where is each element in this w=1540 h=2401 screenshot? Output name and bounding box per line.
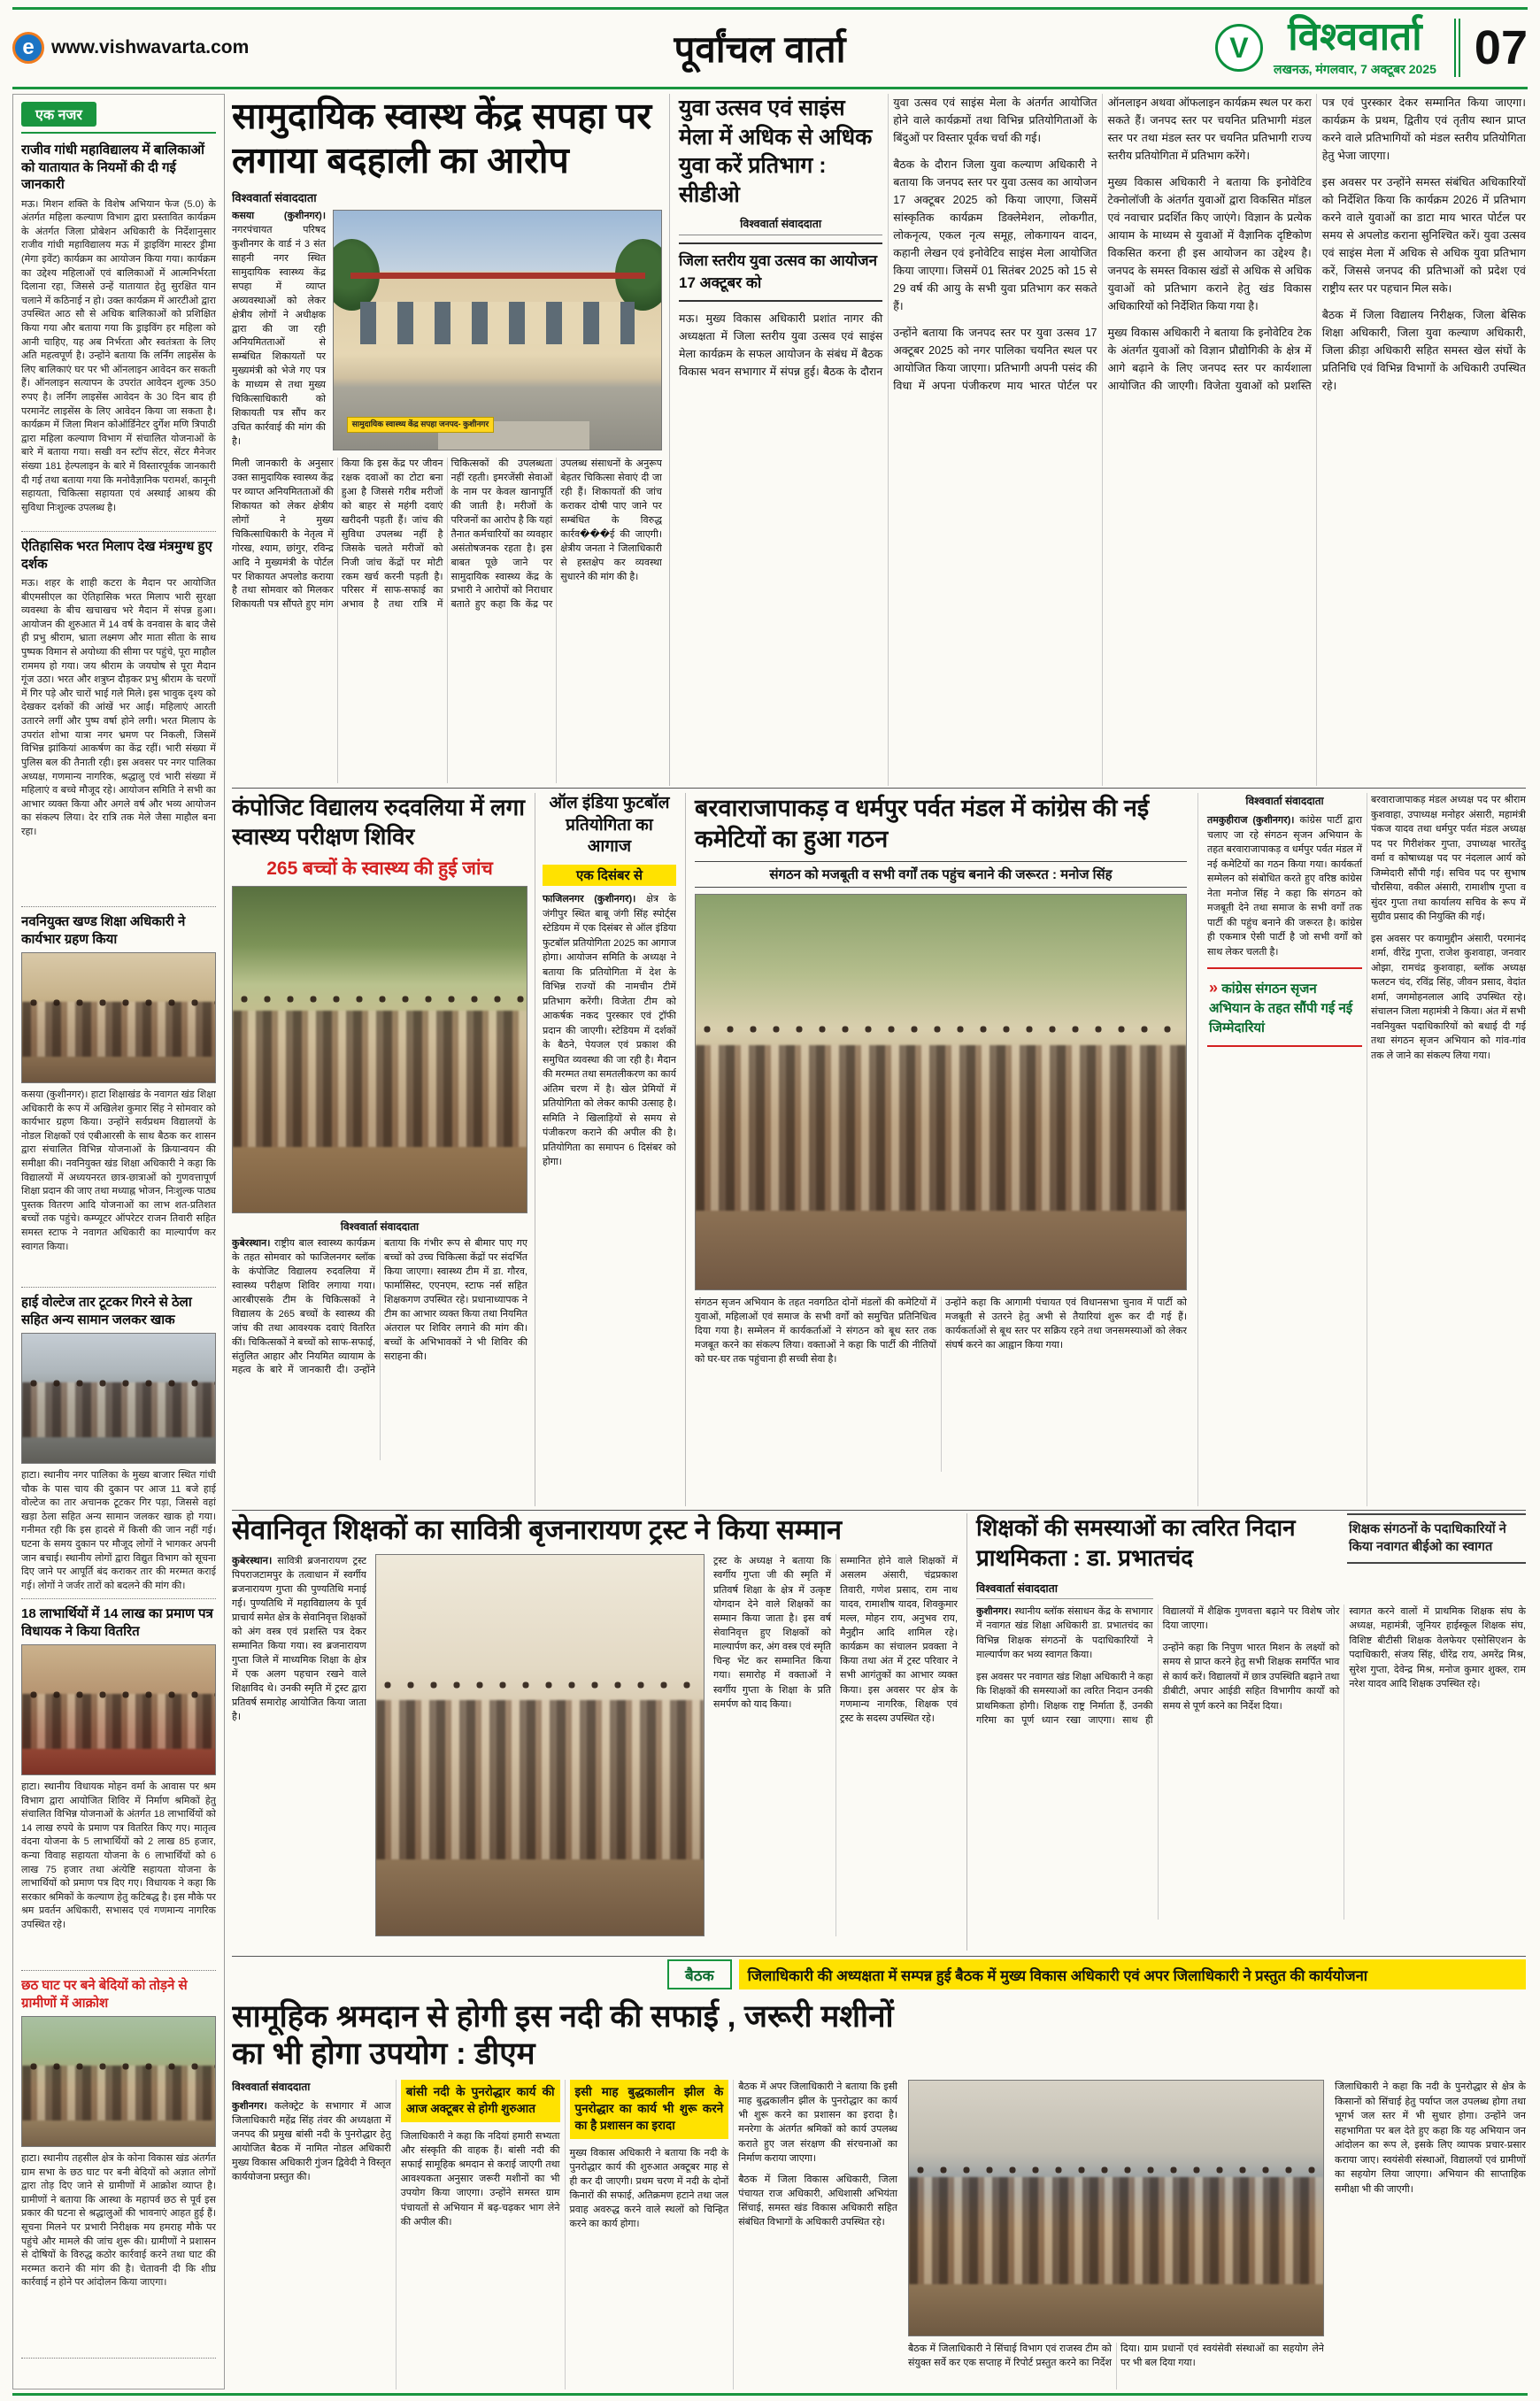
brand-name: विश्ववार्ता: [1288, 15, 1422, 58]
main-body: मिली जानकारी के अनुसार उक्त सामुदायिक स्वास्थ्य केंद्र पर व्याप्त अनियमितताओं की शिकायत को लेकर क्षेत्रीय लोगों ने मुख्य चिकित्साधिकारी के नेतृत्व में गोरख, श्याम, छांगुर, रविन्द्र आदि ने मुख्यमंत्री के पोर्टल पर शिकायत अपलोड कराया है तथा सोमवार को मिलकर शिकायती पत्र सौंपते हुए मांग किया कि इस केंद्र पर जीवन रक्षक दवाओं का टोटा बना हुआ है जिससे गरीब मरीजों को बाहर से महंगी दवाएं खरीदनी पड़ती हैं। जांच की सुविधा उपलब्ध नहीं है जिसके चलते मरीजों को निजी जांच केंद्रों पर मोटी रकम खर्च करनी पड़ती है। परिसर में साफ-सफाई का अभाव है तथा रात्रि में चिकित्सकों की उपलब्धता नहीं रहती। इमरजेंसी सेवाओं के नाम पर केवल खानापूर्ति की जाती है। मरीजों के परिजनों का आरोप है कि यहां तैनात कर्मचारियों का व्यवहार असंतोषजनक रहता है। इस बाबत पूछे जाने पर सामुदायिक स्वास्थ्य केंद्र के प्रभारी ने आरोपों को निराधार बताते हुए कहा कि केंद्र पर उपलब्ध संसाधनों के अनुरूप बेहतर चिकित्सा सेवाएं दी जा रही हैं। शिकायतों की जांच कराकर दोषी पाए जाने पर सम्बंधित के विरुद्ध कार्रव���ई की जाएगी। क्षेत्रीय जनता ने जिलाधिकारी से हस्तक्षेप कर व्यवस्था सुधारने की मांग की है।: [232, 458, 662, 611]
trust-left-column: [232, 1554, 366, 1936]
brand-block: [1215, 15, 1436, 78]
story-body: हाटा। स्थानीय विधायक मोहन वर्मा के आवास पर श्रम विभाग द्वारा आयोजित शिविर में निर्माण श्रमिकों हेतु संचालित विभिन्न योजनाओं के अंतर्गत 18 लाभार्थियों को 14 लाख रुपये के प्रमाण पत्र वितरित किए गए। मातृत्व वंदना योजना के 5 लाभार्थियों को 2 लाख 85 हजार, कन्या विवाह सहायता योजना के 6 लाभार्थियों को 6 लाख 75 हजार तथा अंत्येष्टि सहायता योजना के लाभार्थियों को प्रमाण पत्र दिए गए। विधायक ने कहा कि सरकार श्रमिकों के कल्याण हेतु कटिबद्ध है। इस मौके पर श्रम प्रवर्तन अधिकारी, सभासद एवं गणमान्य नागरिक उपस्थित रहे।: [21, 1782, 216, 1931]
story-title: ऐतिहासिक भरत मिलाप देख मंत्रमुग्ध हुए दर्शक: [21, 539, 212, 572]
cdo-paragraph: उन्होंने बताया कि जनपद स्तर पर युवा उत्सव 17 अक्टूबर 2025 को नगर पालिका चयनित स्थल पर आयोजित किया जाएगा। प्रतिभागी अपनी पसंद की विधा में अपना पंजीकरण माय भारत पोर्टल पर ऑनलाइन अथवा ऑफलाइन कार्यक्रम स्थल पर करा सकते हैं। जनपद स्तर पर चयनित प्रतिभागी मंडल स्तर पर तथा मंडल स्तर पर चयनित प्रतिभागी राज्य स्तरीय प्रतियोगिता में प्रतिभाग करेंगे।: [893, 96, 1312, 392]
trust-ceremony-photo: [375, 1554, 705, 1936]
cdo-paragraph: मुख्य विकास अधिकारी ने बताया कि इनोवेटिव टेक के अंतर्गत युवाओं को विज्ञान प्रौद्योगिकी के क्षेत्र में आगे बढ़ाने के लिए जनपद स्तर पर कार्यशाला आयोजित की जाएगी। विजेता युवाओं को प्रशस्ति पत्र एवं पुरस्कार देकर सम्मानित किया जाएगा। कार्यक्रम के प्रथम, द्वितीय एवं तृतीय स्थान प्राप्त करने वाले प्रतिभागियों को मंडल स्तरीय प्रतियोगिता हेतु भेजा जाएगा।: [1107, 96, 1526, 392]
row-divider-2: [232, 1510, 1526, 1511]
sidebar-label: एक नजर: [21, 102, 96, 127]
cdo-highlight: जिला स्तरीय युवा उत्सव का आयोजन 17 अक्टूबर को: [679, 242, 882, 302]
certificate-distribution-photo: [21, 1644, 216, 1775]
dm-headline: सामूहिक श्रमदान से होगी इस नदी की सफाई , जरूरी मशीनों का भी होगा उपयोग : डीएम: [232, 1999, 894, 2071]
story-body: हाटा। स्थानीय तहसील क्षेत्र के कोना विकास खंड अंतर्गत ग्राम सभा के छठ घाट पर बनी बेदियों को अज्ञात लोगों द्वारा तोड़ दिए जाने से ग्रामीणों में आक्रोश व्याप्त है। ग्रामीणों ने बताया कि आस्था के महापर्व छठ से पूर्व इस प्रकार की घटना से श्रद्धालुओं की भावनाएं आहत हुई हैं। सूचना मिलने पर प्रभारी निरीक्षक मय हमराह मौके पर पहुंचे और मामले की जांच शुरू की। ग्रामीणों ने प्रशासन से दोषियों के विरुद्ध कठोर कार्रवाई करने तथा घाट की मरम्मत कराने की मांग की है। चेतावनी दी कि शीघ्र कार्रवाई न होने पर आंदोलन किया जाएगा।: [21, 2153, 216, 2289]
row-divider-3: [232, 1956, 1526, 1957]
football-headline: ऑल इंडिया फुटबॉल प्रतियोगिता का आगाज: [549, 794, 670, 857]
page-number: 07: [1454, 19, 1528, 77]
site-logo-icon: e: [12, 32, 44, 64]
health-body-text: राष्ट्रीय बाल स्वास्थ्य कार्यक्रम के तहत सोमवार को फाजिलनगर ब्लॉक के कंपोजिट विद्यालय रुदवलिया में स्वास्थ्य परीक्षण शिविर लगाया गया। आरबीएसके टीम के चिकित्सकों ने विद्यालय के 265 बच्चों के स्वास्थ्य की जांच की तथा आवश्यक दवाएं वितरित कीं। चिकित्सकों ने बच्चों को साफ-सफाई, संतुलित आहार और नियमित व्यायाम के महत्व के बारे में जानकारी दी। उन्होंने बताया कि गंभीर रूप से बीमार पाए गए बच्चों को उच्च चिकित्सा केंद्रों पर संदर्भित किया जाएगा। स्वास्थ्य टीम में डा. गौरव, फार्मासिस्ट, एएनएम, स्टाफ नर्स सहित शिक्षकगण उपस्थित रहे। प्रधानाध्यापक ने टीम का आभार व्यक्त किया तथा नियमित अंतराल पर शिविर लगाने की मांग की। बच्चों के अभिभावकों ने भी शिविर की सराहना की।: [232, 1238, 527, 1376]
health-camp-photo: [232, 886, 527, 1213]
trust-honor-story: [232, 1513, 958, 1951]
dm-dateline: कुशीनगर।: [232, 2100, 267, 2112]
football-subhead-highlight: एक दिसंबर से: [543, 865, 676, 886]
congress-headline: बरवाराजापाकड़ व धर्मपुर पर्वत मंडल में कांग्रेस की नई कमेटियों का हुआ गठन: [695, 795, 1150, 853]
story-title: राजीव गांधी महाविद्यालय में बालिकाओं को यातायात के नियमों की दी गई जानकारी: [21, 142, 204, 192]
building-roof-shape: [350, 273, 645, 279]
congress-right-columns: [1197, 793, 1526, 1506]
sidebar-story-traffic: [21, 135, 216, 532]
brand-text: [1273, 15, 1436, 78]
cdo-paragraph: मऊ। मुख्य विकास अधिकारी प्रशांत नागर की अध्यक्षता में जिला स्तरीय युवा उत्सव एवं साइंस मेला कार्यक्रम के सफल आयोजन के संबंध में बैठक विकास भवन सभागार में संपन्न हुई। बैठक के दौरान युवा उत्सव एवं साइंस मेला के अंतर्गत आयोजित होने वाले कार्यक्रमों तथा विभिन्न प्रतियोगिताओं के बिंदुओं पर विस्तार पूर्वक चर्चा की गई।: [679, 96, 1097, 379]
health-dateline: कुबेरस्थान।: [232, 1238, 271, 1249]
trust-paragraph: सम्मानित होने वाले शिक्षकों में असलम अंसारी, चंद्रप्रकाश तिवारी, गणेश प्रसाद, राम नाथ यादव, रामाशीष यादव, शिवकुमार मल्ल, मोहन राय, अनुभव राय, मैनुद्दीन आदि शामिल रहे। कार्यक्रम का संचालन प्रवक्ता ने किया तथा अंत में ट्रस्ट परिवार ने सभी आगंतुकों का आभार व्यक्त किया। इस अवसर पर क्षेत्र के गणमान्य नागरिक, शिक्षक एवं ट्रस्ट के सदस्य उपस्थित रहे।: [840, 1556, 958, 1724]
health-camp-story: [232, 793, 527, 1506]
building-windows-shape: [360, 302, 635, 345]
sidebar-story-chhath-ghat: [21, 1971, 216, 2359]
teachers-header-row: [976, 1513, 1526, 1574]
cdo-paragraph: बैठक में जिला विद्यालय निरीक्षक, जिला बेसिक शिक्षा अधिकारी, जिला युवा कल्याण अधिकारी, जिला क्रीड़ा अधिकारी सहित समस्त खेल संघों के प्रतिनिधि एवं विभिन्न विभागों के अधिकारी उपस्थित रहे।: [1321, 309, 1526, 392]
football-body: [543, 892, 676, 1170]
section-title: पूर्वांचल वार्ता: [674, 27, 846, 70]
teachers-paragraph: इस अवसर पर नवागत खंड शिक्षा अधिकारी ने कहा कि शिक्षकों की समस्याओं का त्वरित निदान उनकी प्राथमिकता होगी। शिक्षक राष्ट्र निर्माता हैं, उनकी गरिमा का पूर्ण ध्यान रखा जाएगा। साथ ही विद्यालयों में शैक्षिक गुणवत्ता बढ़ाने पर विशेष जोर दिया जाएगा।: [976, 1605, 1340, 1727]
health-byline-row: [232, 1219, 527, 1234]
cdo-youth-festival-story: [669, 94, 1526, 786]
dm-paragraph: कलेक्ट्रेट के सभागार में आज जिलाधिकारी महेंद्र सिंह तंवर की अध्यक्षता में जनपद की प्रमुख बांसी नदी के पुनरोद्धार हेतु आयोजित बैठक में नामित नोडल अधिकारी मुख्य विकास अधिकारी गुंजन द्विवेदी ने विस्तृत कार्ययोजना प्रस्तुत की।: [232, 2100, 391, 2183]
football-body-text: क्षेत्र के जंगीपुर स्थित बाबू जंगी सिंह स्पोर्ट्स स्टेडियम में एक दिसंबर से ऑल इंडिया फुटबॉल प्रतियोगिता 2025 का आगाज होगा। आयोजन समिति के अध्यक्ष ने बताया कि प्रतियोगिता में देश के विभिन्न राज्यों की नामचीन टीमें प्रतिभाग करेंगी। विजेता टीम को आकर्षक नकद पुरस्कार एवं ट्रॉफी प्रदान की जाएगी। स्टेडियम में दर्शकों के बैठने, पेयजल एवं प्रकाश की समुचित व्यवस्था की जा रही है। मैदान की मरम्मत तथा समतलीकरण का कार्य अंतिम चरण में है। खेल प्रेमियों में प्रतियोगिता को लेकर काफी उत्साह है। समिति ने खिलाड़ियों से समय से पंजीकरण कराने की अपील की है। प्रतियोगिता का समापन 6 दिसंबर को होगा।: [543, 894, 676, 1168]
dm-meeting-photo: [908, 2080, 1324, 2336]
congress-pullquote: [1207, 967, 1362, 1047]
congress-meeting-photo: [695, 894, 1187, 1290]
teachers-paragraph: उन्होंने कहा कि निपुण भारत मिशन के लक्ष्यों को समय से प्राप्त करने हेतु सभी शिक्षक समर्पित भाव से कार्य करें। विद्यालयों में छात्र उपस्थिति बढ़ाने तथा डीबीटी, अपार आईडी सहित विभागीय कार्यों को समय से पूर्ण करने का निर्देश दिया।: [1162, 1642, 1340, 1712]
story-title: नवनियुक्त खण्ड शिक्षा अधिकारी ने कार्यभार ग्रहण किया: [21, 914, 186, 947]
dm-paragraph: मुख्य विकास अधिकारी ने बताया कि नदी के पुनरोद्धार कार्य की शुरुआत अक्टूबर माह से ही कर दी जाएगी। प्रथम चरण में नदी के दोनों किनारों की सफाई, अतिक्रमण हटाने तथा जल प्रवाह अवरुद्ध करने वाले स्थलों को चिन्हित करने का कार्य होगा।: [569, 2147, 729, 2230]
teachers-byline: विश्ववार्ता संवाददाता: [976, 1581, 1153, 1599]
trust-colA-text: सावित्री ब्रजनारायण ट्रस्ट पिपराजटामपुर के तत्वाधान में स्वर्गीय ब्रजनारायण गुप्ता की पुण्यतिथि मनाई गई। पुण्यतिथि में महाविद्यालय के पूर्व प्राचार्य समेत क्षेत्र के सेवानिवृत्त शिक्षकों को अंग वस्त्र एवं प्रशस्ति पत्र देकर सम्मानित किया गया। स्व ब्रजनारायण गुप्ता जिले में माध्यमिक शिक्षा के क्षेत्र में एक अलग पहचान रखने वाले शिक्षाविद थे। उनकी स्मृति में ट्रस्ट द्वारा प्रतिवर्ष समारोह आयोजित किया जाता है।: [232, 1556, 366, 1722]
story-title: हाई वोल्टेज तार टूटकर गिरने से ठेला सहित अन्य सामान जलकर खाक: [21, 1295, 192, 1327]
congress-lead: संगठन सृजन अभियान के तहत नवगठित दोनों मंडलों की कमेटियों में युवाओं, महिलाओं एवं समाज के सभी वर्गों को समुचित प्रतिनिधित्व दिया गया है। सम्मेलन में कार्यकर्ताओं ने संगठन को बूथ स्तर तक मजबूत करने का संकल्प लिया। वक्ताओं ने कहा कि पार्टी की नीतियों को घर-घर तक पहुंचाना ही सच्ची सेवा है।: [695, 1297, 936, 1365]
health-headline: कंपोजिट विद्यालय रुदवलिया में लगा स्वास्थ्य परीक्षण शिविर: [232, 794, 526, 850]
main-lead: [232, 210, 326, 450]
ek-nazar-sidebar: [12, 94, 225, 2389]
story-body: हाटा। स्थानीय नगर पालिका के मुख्य बाजार स्थित गांधी चौक के पास चाय की दुकान पर आज 11 बजे हाई वोल्टेज का तार अचानक टूटकर गिर पड़ा, जिससे वहां खड़ा ठेला सहित अन्य सामान जलकर खाक हो गया। गनीमत रही कि इस हादसे में किसी की जान नहीं गई। घटना के समय दुकान पर मौजूद लोगों ने भागकर अपनी जान बचाई। स्थानीय लोगों द्वारा विद्युत विभाग को सूचना दिए जाने पर आपूर्ति बंद कराकर तार की मरम्मत कराई गई। लोगों ने जर्जर तारों को बदलने की मांग की।: [21, 1470, 216, 1591]
main-story-health-center: [232, 94, 662, 786]
teachers-paragraph: स्थानीय ब्लॉक संसाधन केंद्र के सभागार में नवागत खंड शिक्षा अधिकारी डा. प्रभातचंद का विभिन्न शिक्षक संगठनों के पदाधिकारियों ने माल्यार्पण कर भव्य स्वागत किया।: [976, 1605, 1153, 1661]
burnt-cart-photo: [21, 1333, 216, 1464]
congress-below-photo-text: [695, 1297, 1187, 1472]
sidebar-story-high-voltage: [21, 1288, 216, 1599]
sidebar-label-rule: [21, 132, 216, 134]
dm-paragraph: बैठक में जिला विकास अधिकारी, जिला पंचायत राज अधिकारी, अधिशासी अभियंता सिंचाई, समस्त खंड विकास अधिकारी सहित संबंधित विभागों के अधिकारी उपस्थित रहे।: [738, 2174, 897, 2228]
main-dateline: कसया (कुशीनगर)।: [232, 211, 326, 222]
teachers-dateline: कुशीनगर।: [976, 1605, 1012, 1617]
dm-paragraph: बैठक में अपर जिलाधिकारी ने बताया कि इसी माह बुद्धकालीन झील के पुनरोद्धार का कार्य भी शुरू करने का प्रशासन का इरादा है। मनरेगा के अंतर्गत श्रमिकों को कार्य उपलब्ध कराते हुए जल संरक्षण की संरचनाओं का निर्माण कराया जाएगा।: [738, 2082, 897, 2164]
pullquote-text: कांग्रेस संगठन सृजन अभियान के तहत सौंपी गई नई जिम्मेदारियां: [1209, 981, 1353, 1035]
trust-row: [232, 1554, 958, 1936]
dm-content-row: [232, 2080, 1526, 2389]
sidebar-story-certificates: [21, 1599, 216, 1971]
edition-line: लखनऊ, मंगलवार, 7 अक्टूबर 2025: [1273, 62, 1436, 76]
dm-strap-row: [667, 1959, 1526, 1989]
beo-charge-photo: [21, 952, 216, 1083]
trust-dateline: कुबेरस्थान।: [232, 1556, 273, 1567]
teachers-headline: शिक्षकों की समस्याओं का त्वरित निदान प्राथमिकता : डा. प्रभातचंद: [976, 1514, 1296, 1571]
teachers-body: [976, 1605, 1526, 1920]
website-block: [12, 32, 304, 64]
cdo-paragraph: बैठक के दौरान जिला युवा कल्याण अधिकारी ने बताया कि जनपद स्तर पर युवा उत्सव का आयोजन 17 अक्टूबर 2025 को किया जाएगा, जिसमें सांस्कृतिक कार्यक्रम डिक्लेमेशन, लोकगीत, लोकनृत्य, एकल नृत्य समूह, लोकगायन वादन, कहानी लेखन एवं इनोवेटिव साइंस मेला आयोजित किया जाएगा। जिसमें 01 सितंबर 2025 को 15 से 29 वर्ष की आयु के सभी युवा प्रतिभाग कर सकते हैं।: [893, 158, 1097, 312]
masthead: [12, 11, 1528, 85]
story-body: मऊ। मिशन शक्ति के विशेष अभियान फेज (5.0) के अंतर्गत महिला कल्याण विभाग द्वारा प्रस्तावित कार्यक्रम के अंतर्गत जिला प्रोबेशन अधिकारी के निर्देशानुसार राजीव गांधी महाविद्यालय मऊ में ड्राइविंग मास्टर ड्रीमा (मेगा इवेंट) कार्यक्रम का आयोजन किया गया। कार्यक्रम का उद्देश्य महिलाओं एवं बालिकाओं में आत्मनिर्भरता दिलाना रहा, जिससे उन्हें यातायात हेतु सुरक्षित यान चलाने में कठिनाई न हो। उक्त कार्यक्रम में आरटीओ द्वारा उपस्थित आठ सौ से अधिक बालिकाओं को प्रशिक्षित किया गया और बताया गया कि ड्राइविंग हर महिला को आनी चाहिए, यह अब निर्भरता और स्वतंत्रता के लिए अति महत्वपूर्ण है। उन्होंने बताया कि लर्निंग लाइसेंस के लिए बालिकाएं घर पर भी ऑनलाइन आवेदन कर सकती हैं। ऑनलाइन सत्यापन के उपरांत आवेदन शुल्क 350 रुपए है। लर्निंग लाइसेंस आवेदन के 30 दिन बाद ही परमानेंट लाइसेंस के लिए आवेदन किया जा सकता है। कार्यक्रम में जिला मिशन कोऑर्डिनेटर दुर्गेश मणि त्रिपाठी द्वारा महिला कल्याण विभाग में संचालित योजनाओं के बारे में बताया गया। सखी वन स्टॉप सेंटर, सेंटर मैनेजर संख्या 181 हेल्पलाइन के बारे में विस्तारपूर्वक जानकारी दी गई तथा बताया गया कि मनोवैज्ञानिक परामर्श, कानूनी सहायता, चिकित्सा सहायता एवं अस्थाई आश्रय की सुविधा निःशुल्क उपलब्ध है।: [21, 198, 216, 513]
brand-logo-icon: V: [1215, 24, 1263, 72]
row-divider-1: [232, 788, 1526, 789]
dm-left-columns: [232, 2080, 897, 2389]
sidebar-story-bharat-milap: [21, 532, 216, 907]
football-dateline: फाजिलनगर (कुशीनगर)।: [543, 894, 636, 905]
congress-lead2: उन्होंने कहा कि आगामी पंचायत एवं विधानसभा चुनाव में पार्टी को मजबूती से उतरने हेतु अभी से तैयारियां शुरू कर दी गई हैं। कार्यकर्ताओं से बूथ स्तर पर सक्रिय रहने तथा जनसमस्याओं को लेकर संघर्ष करने का आह्वान किया गया।: [945, 1297, 1187, 1351]
main-lead-text: नगरपंचायत परिषद कुशीनगर के वार्ड नं 3 संत साहनी नगर स्थित सामुदायिक स्वास्थ्य केंद्र सपहा में व्याप्त अव्यवस्थाओं को लेकर क्षेत्रीय लोगों ने अधीक्षक द्वारा की जा रही अनियमितताओं से सम्बंधित शिकायतों पर मुख्यमंत्री को भेजे गए पत्र के माध्यम से तथा मुख्य चिकित्साधिकारी को शिकायती पत्र सौंप कर उचित कार्रवाई की मांग की है।: [232, 224, 326, 448]
dm-yellow-strap: जिलाधिकारी की अध्यक्षता में सम्पन्न हुई बैठक में मुख्य विकास अधिकारी एवं अपर जिलाधिकारी ने प्रस्तुत की कार्ययोजना: [739, 1959, 1526, 1989]
congress-paragraph: बरवाराजापाकड़ मंडल अध्यक्ष पद पर श्रीराम कुशवाहा, उपाध्यक्ष मनोहर अंसारी, महामंत्री पंकज यादव तथा धर्मपुर पर्वत मंडल अध्यक्ष पद पर गिरीशंकर गुप्ता, उपाध्यक्ष भारतेंदु वर्मा व कोषाध्यक्ष पद पर नंदलाल आर्य को जिम्मेदारी सौंपी गई। सचिव पद पर सुभाष चौरसिया, वकील अंसारी, रामाशीष गुप्ता व सुंदर गुप्ता तथा कार्यालय सचिव के रूप में सुग्रीव प्रसाद की नियुक्ति की गई।: [1371, 795, 1526, 922]
top-rule: [12, 7, 1528, 10]
header-bottom-rule: [12, 87, 1528, 89]
story-title: 18 लाभार्थियों में 14 लाख का प्रमाण पत्र विधायक ने किया वितरित: [21, 1606, 213, 1639]
health-byline: विश्ववार्ता संवाददाता: [340, 1220, 420, 1233]
dm-river-cleaning-story: [232, 1959, 1526, 2389]
congress-dateline: तमकुहीराज (कुशीनगर)।: [1207, 815, 1295, 826]
pullquote-marker-icon: »: [1209, 979, 1219, 997]
trust-paragraph: ट्रस्ट के अध्यक्ष ने बताया कि स्वर्गीय गुप्ता जी की स्मृति में प्रतिवर्ष शिक्षा के क्षेत्र में उत्कृष्ट योगदान देने वाले शिक्षकों का सम्मान किया जाता है। इस वर्ष सेवानिवृत्त हुए शिक्षकों को माल्यार्पण कर, अंग वस्त्र एवं स्मृति चिन्ह भेंट कर सम्मानित किया गया। समारोह में वक्ताओं ने स्वर्गीय गुप्ता के शिक्षा के प्रति समर्पण को याद किया।: [713, 1556, 831, 1710]
chhath-ghat-photo: [21, 2016, 216, 2147]
congress-left-block: [695, 793, 1187, 1506]
dm-paragraph: जिलाधिकारी ने कहा कि नदियां हमारी सभ्यता और संस्कृति की वाहक हैं। बांसी नदी की सफाई सामूहिक श्रमदान से कराई जाएगी तथा आवश्यकता अनुसार जरूरी मशीनों का भी उपयोग किया जाएगा। उन्होंने समस्त ग्राम पंचायतों से अभियान में बढ़-चढ़कर भाग लेने की अपील की।: [400, 2130, 560, 2228]
website-url: www.vishwavarta.com: [51, 37, 250, 58]
dm-bullet-2: इसी माह बुद्धकालीन झील के पुनरोद्धार का कार्य भी शुरू करने का है प्रशासन का इरादा: [570, 2080, 729, 2139]
dm-byline: विश्ववार्ता संवाददाता: [232, 2081, 311, 2093]
main-byline: विश्ववार्ता संवाददाता: [232, 191, 317, 205]
story-title: छठ घाट पर बने बेदियों को तोड़ने से ग्रामीणों में आक्रोश: [21, 1978, 188, 2011]
congress-paragraph: इस अवसर पर कयामुद्दीन अंसारी, परमानंद शर्मा, वीरेंद्र गुप्ता, राजेश कुशवाहा, जनवार ओझा, रामचंद्र कुशवाहा, ब्लॉक अध्यक्ष फलटन चंद, रविंद्र सिंह, जीवन प्रसाद, वेदांत शर्मा, जगमोहनलाल आदि उपस्थित रहे। संचालन जिला महामंत्री ने किया। अंत में सभी नवनियुक्त पदाधिकारियों को बधाई दी गई तथा संगठन सृजन अभियान को गांव-गांव तक ले जाने का संकल्प लिया गया।: [1371, 933, 1526, 1061]
congress-subhead: संगठन को मजबूती व सभी वर्गों तक पहुंच बनाने की जरूरत : मनोज सिंह: [695, 861, 1187, 888]
congress-committees-story: [685, 793, 1526, 1506]
cdo-paragraph: इस अवसर पर उन्होंने समस्त संबंधित अधिकारियों को निर्देशित किया कि कार्यक्रम 2026 में प्रतिभाग करने वाले युवाओं का डाटा माय भारत पोर्टल पर समय से अपलोड कराना सुनिश्चित करें। युवा उत्सव एवं साइंस मेला में अधिक से अधिक युवा प्रतिभाग करें, जिससे जनपद की प्रतिभाओं को प्रदेश एवं राष्ट्रीय स्तर पर पहचान मिल सके।: [1321, 176, 1526, 295]
dm-bullet-1: बांसी नदी के पुनरोद्धार कार्य की आज अक्टूबर से होगी शुरुआत: [401, 2080, 560, 2122]
cdo-headline: युवा उत्सव एवं साइंस मेला में अधिक से अधिक युवा करें प्रतिभाग : सीडीओ: [679, 96, 873, 207]
bottom-rule: [12, 2393, 1528, 2396]
main-story-top: [232, 210, 662, 450]
dm-right-column: जिलाधिकारी ने कहा कि नदी के पुनरोद्धार से क्षेत्र के किसानों को सिंचाई हेतु पर्याप्त जल उपलब्ध होगा तथा भूगर्भ जल स्तर में भी सुधार होगा। उन्होंने जन सहभागिता पर बल देते हुए कहा कि यह अभियान जन आंदोलन का रूप ले, इसके लिए व्यापक प्रचार-प्रसार कराया जाए। स्वयंसेवी संस्थाओं, विद्यालयों एवं ग्रामीणों का सहयोग लिया जाएगा। अभियान की साप्ताहिक समीक्षा भी की जाएगी।: [1335, 2082, 1526, 2195]
dm-under-photo-text: बैठक में जिलाधिकारी ने सिंचाई विभाग एवं राजस्व टीम को संयुक्त सर्वे कर एक सप्ताह में रिपोर्ट प्रस्तुत करने का निर्देश दिया। ग्राम प्रधानों एवं स्वयंसेवी संस्थाओं का सहयोग लेने पर भी बल दिया गया।: [908, 2343, 1324, 2368]
trust-headline: सेवानिवृत शिक्षकों का सावित्री बृजनारायण ट्रस्ट ने किया सम्मान: [232, 1514, 843, 1545]
health-subhead: 265 बच्चों के स्वास्थ्य की हुई जांच: [266, 858, 493, 879]
cdo-paragraph: मुख्य विकास अधिकारी ने बताया कि इनोवेटिव टेक्नोलॉजी के अंतर्गत युवाओं द्वारा विकसित मॉडल एवं नवाचार प्रदर्शित किए जाएंगे। विज्ञान के प्रत्येक आयाम के माध्यम से युवाओं में वैज्ञानिक दृष्टिकोण विकसित करना ही इस आयोजन का उद्देश्य है। जनपद के समस्त विकास खंडों से अधिक से अधिक युवाओं को प्रतिभाग कराने हेतु खंड विकास अधिकारियों को निर्देशित किया गया है।: [1107, 176, 1312, 312]
health-center-photo: [333, 210, 662, 450]
teachers-beo-story: [966, 1513, 1526, 1951]
sidebar-story-beo-charge: [21, 907, 216, 1288]
dm-photo-block: [908, 2080, 1324, 2389]
trust-right-columns: [713, 1554, 958, 1936]
main-headline: सामुदायिक स्वास्थ केंद्र सपहा पर लगाया बदहाली का आरोप: [232, 96, 652, 181]
health-body: [232, 1237, 527, 1460]
congress-paragraph: कांग्रेस पार्टी द्वारा चलाए जा रहे संगठन सृजन अभियान के तहत बरवाराजापाकड़ व धर्मपुर पर्वत मंडल में नई कमेटियों का गठन किया गया। कार्यकर्ता सम्मेलन को संबोधित करते हुए वरिष्ठ कांग्रेस नेता मनोज सिंह ने कहा कि संगठन को मजबूती देने तथा समाज के सभी वर्गों तक पार्टी की पहुंच बनाने की जरूरत है। कांग्रेस ही एकमात्र ऐसी पार्टी है जो सभी वर्गों को साथ लेकर चलती है।: [1207, 815, 1362, 958]
story-body: कसया (कुशीनगर)। हाटा शिक्षाखंड के नवागत खंड शिक्षा अधिकारी के रूप में अखिलेश कुमार सिंह ने सोमवार को कार्यभार ग्रहण किया। उन्होंने सर्वप्रथम विद्यालयों के नोडल शिक्षकों एवं एबीआरसी के साथ बैठक कर शासन द्वारा संचालित विभिन्न योजनाओं के क्रियान्वयन की समीक्षा की। नवनियुक्त खंड शिक्षा अधिकारी ने कहा कि विद्यालयों में अध्ययनरत छात्र-छात्राओं को गुणवत्तापूर्ण शिक्षा प्रदान की जाए तथा मध्याह्न भोजन, निःशुल्क पाठ्य पुस्तक वितरण आदि योजनाओं का लाभ शत-प्रतिशत बच्चों तक पहुंचे। कम्प्यूटर ऑपरेटर राजन तिवारी सहित समस्त स्टाफ ने नवागत अधिकारी का माल्यार्पण कर स्वागत किया।: [21, 1089, 216, 1252]
congress-byline: विश्ववार्ता संवाददाता: [1245, 795, 1324, 807]
football-story: [535, 793, 676, 1506]
photo-signboard: सामुदायिक स्वास्थ्य केंद्र सपहा जनपद- कुशीनगर: [347, 417, 494, 433]
teachers-paragraph: स्वागत करने वालों में प्राथमिक शिक्षक संघ के अध्यक्ष, महामंत्री, जूनियर हाईस्कूल शिक्षक संघ, विशिष्ट बीटीसी शिक्षक वेलफेयर एसोसिएशन के पदाधिकारी, संजय सिंह, धीरेंद्र राय, अमरेंद्र मिश्र, सुरेश गुप्ता, देवेन्द्र मिश्र, मनोज कुमार शुक्ल, राम नरेश यादव आदि शिक्षक उपस्थित रहे।: [1349, 1605, 1526, 1690]
meeting-label-box: बैठक: [667, 1959, 732, 1989]
story-body: मऊ। शहर के शाही कटरा के मैदान पर आयोजित बीएमसीएल का ऐतिहासिक भरत मिलाप भारी सुरक्षा व्यवस्था के बीच खचाखच भरे मैदान में संपन्न हुआ। आयोजन की शुरुआत में 14 वर्ष के वनवास के बाद जैसे ही प्रभु श्रीराम, भ्राता लक्ष्मण और माता सीता के साथ पुष्पक विमान से अयोध्या की सीमा पर पहुंचे, पूरा माहौल राममय हो गया। जय श्रीराम के जयघोष से पूरा मैदान गूंज उठा। भरत और शत्रुघ्न दौड़कर प्रभु श्रीराम के चरणों में गिर पड़े और चारों भाई गले मिले। इस भावुक दृश्य को देखकर दर्शकों की आंखें भर आईं। महिलाएं आरती उतारने लगीं और पुष्प वर्षा होने लगी। भरत मिलाप के उपरांत शोभा यात्रा नगर भ्रमण पर निकली, जिसमें विभिन्न झांकियां आकर्षण का केंद्र रहीं। भारी संख्या में पुलिस बल की तैनाती रही। इस अवसर पर नगर पालिका अध्यक्ष, गणमान्य नागरिक, श्रद्धालु एवं भारी संख्या में महिलाएं व बच्चे मौजूद रहे। आयोजन समिति ने सभी का आभार व्यक्त किया और अगले वर्ष और भव्य आयोजन का संकल्प लिया। देर रात्रि तक मेले जैसा माहौल बना रहा।: [21, 578, 216, 837]
cdo-byline: विश्ववार्ता संवाददाता: [679, 216, 882, 235]
teachers-subhead: शिक्षक संगठनों के पदाधिकारियों ने किया नवागत बीईओ का स्वागत: [1347, 1513, 1526, 1564]
